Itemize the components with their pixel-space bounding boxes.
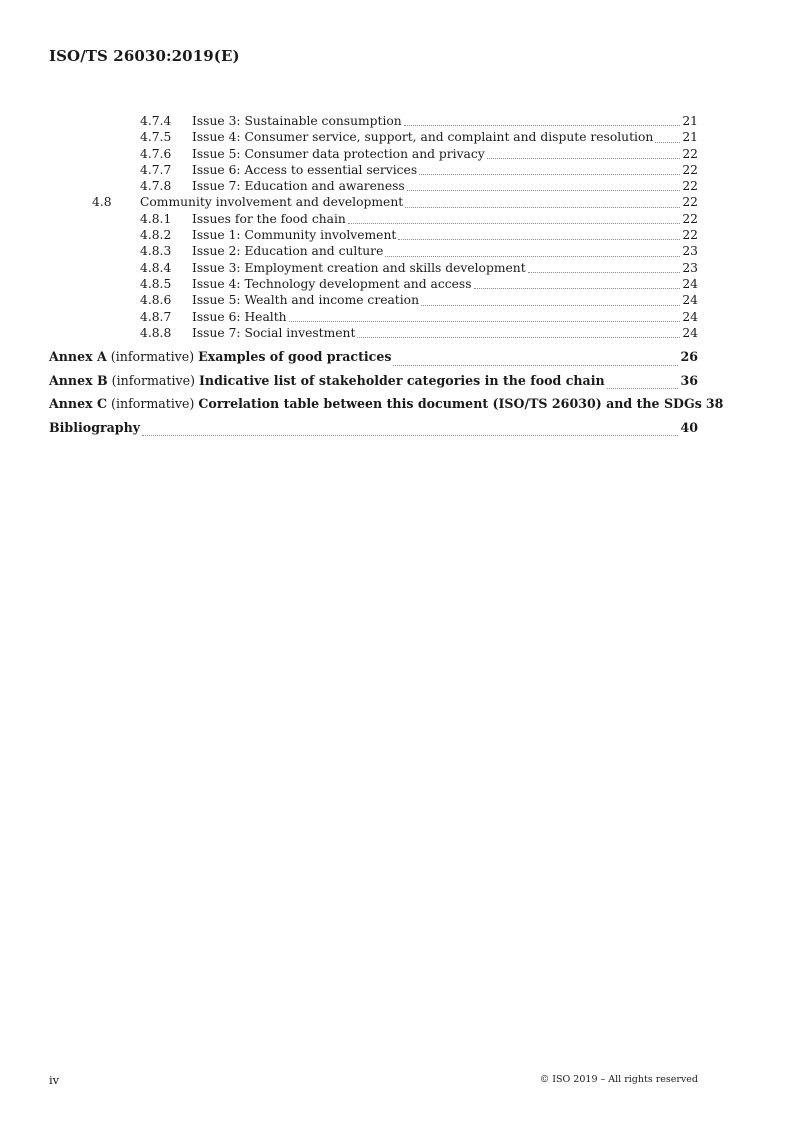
toc-entry[interactable] bbox=[49, 113, 698, 129]
dot-leader bbox=[385, 256, 680, 257]
toc-annex-entry[interactable] bbox=[49, 392, 724, 416]
toc-entry-page: 22 bbox=[682, 146, 698, 161]
dot-leader bbox=[393, 365, 678, 366]
toc-entry-title: Issue 4: Technology development and access bbox=[192, 276, 472, 291]
toc-entry-title: Issue 6: Health bbox=[192, 309, 287, 324]
dot-leader bbox=[348, 223, 681, 224]
annex-page: 38 bbox=[705, 396, 724, 412]
toc-entry[interactable] bbox=[49, 276, 698, 292]
dot-leader bbox=[487, 158, 681, 159]
bibliography-title: Bibliography bbox=[49, 419, 141, 435]
toc-entry-number: 4.8.1 bbox=[140, 211, 172, 226]
dot-leader bbox=[419, 174, 680, 175]
toc-entry-page: 22 bbox=[682, 211, 698, 226]
dot-leader bbox=[607, 388, 679, 389]
toc-entry-title: Issue 5: Wealth and income creation bbox=[192, 293, 419, 308]
toc-entry-number: 4.7.7 bbox=[140, 162, 172, 177]
toc-entry-title: Issue 6: Access to essential services bbox=[192, 162, 418, 177]
toc-entry-title: Issue 3: Employment creation and skills development bbox=[192, 260, 526, 275]
toc-entry-page: 22 bbox=[682, 162, 698, 177]
toc-entry-number: 4.7.8 bbox=[140, 179, 172, 194]
toc-entry-title: Issue 7: Social investment bbox=[192, 325, 356, 340]
dot-leader bbox=[421, 305, 680, 306]
toc-entry-number: 4.8.3 bbox=[140, 244, 172, 259]
dot-leader bbox=[407, 190, 681, 191]
toc-entry[interactable] bbox=[49, 292, 698, 308]
toc-entry[interactable] bbox=[49, 243, 698, 259]
toc-entry-number: 4.8.5 bbox=[140, 276, 172, 291]
toc-annex-list bbox=[49, 345, 724, 439]
toc-section-list bbox=[49, 113, 698, 341]
toc-entry[interactable] bbox=[49, 146, 698, 162]
annex-page: 26 bbox=[680, 349, 698, 365]
toc-entry-title: Issue 1: Community involvement bbox=[192, 228, 397, 243]
dot-leader bbox=[142, 435, 678, 436]
dot-leader bbox=[398, 239, 680, 240]
dot-leader bbox=[357, 337, 680, 338]
bibliography-page: 40 bbox=[680, 419, 698, 435]
dot-leader bbox=[655, 142, 680, 143]
toc-entry-page: 24 bbox=[682, 293, 698, 308]
annex-label: Annex A bbox=[49, 349, 107, 365]
dot-leader bbox=[405, 207, 680, 208]
toc-entry-title: Issue 5: Consumer data protection and privacy bbox=[192, 146, 485, 161]
toc-entry[interactable] bbox=[49, 325, 698, 341]
toc-entry-number: 4.7.4 bbox=[140, 114, 172, 128]
toc-entry-title: Issue 3: Sustainable consumption bbox=[192, 114, 402, 128]
toc-entry-page: 21 bbox=[682, 114, 698, 128]
toc-entry-page: 24 bbox=[682, 276, 698, 291]
toc-bibliography-entry[interactable] bbox=[49, 416, 698, 440]
annex-page: 36 bbox=[680, 372, 698, 388]
annex-type: (informative) bbox=[111, 396, 195, 412]
toc-entry-number: 4.8 bbox=[92, 195, 112, 210]
document-header: ISO/TS 26030:2019(E) bbox=[49, 47, 240, 65]
toc-entry-page: 22 bbox=[682, 195, 698, 210]
toc-entry-page: 22 bbox=[682, 179, 698, 194]
toc-entry[interactable] bbox=[49, 227, 698, 243]
toc-entry-page: 24 bbox=[682, 309, 698, 324]
toc-entry-number: 4.8.4 bbox=[140, 260, 172, 275]
toc-entry-number: 4.8.8 bbox=[140, 325, 172, 340]
table-of-contents bbox=[49, 113, 724, 439]
annex-type: (informative) bbox=[111, 372, 195, 388]
toc-entry[interactable] bbox=[49, 194, 698, 210]
toc-entry-page: 21 bbox=[682, 130, 698, 145]
toc-entry[interactable] bbox=[49, 309, 698, 325]
page-number: iv bbox=[49, 1073, 60, 1087]
toc-entry[interactable] bbox=[49, 211, 698, 227]
toc-entry[interactable] bbox=[49, 162, 698, 178]
toc-entry-page: 22 bbox=[682, 228, 698, 243]
dot-leader bbox=[528, 272, 681, 273]
toc-entry[interactable] bbox=[49, 129, 698, 145]
toc-annex-entry[interactable] bbox=[49, 345, 698, 369]
annex-title: Examples of good practices bbox=[198, 349, 392, 365]
annex-title: Correlation table between this document (ISO/TS 26030) and the SDGs bbox=[198, 396, 702, 412]
toc-entry-page: 24 bbox=[682, 325, 698, 340]
dot-leader bbox=[404, 125, 681, 126]
annex-title: Indicative list of stakeholder categories in the food chain bbox=[199, 372, 605, 388]
toc-entry-number: 4.8.6 bbox=[140, 293, 172, 308]
dot-leader bbox=[289, 321, 681, 322]
toc-entry-number: 4.7.5 bbox=[140, 130, 172, 145]
toc-entry-number: 4.8.7 bbox=[140, 309, 172, 324]
dot-leader bbox=[474, 288, 681, 289]
toc-annex-entry[interactable] bbox=[49, 369, 698, 393]
toc-entry[interactable] bbox=[49, 178, 698, 194]
toc-entry[interactable] bbox=[49, 260, 698, 276]
toc-entry-title: Issue 7: Education and awareness bbox=[192, 179, 405, 194]
toc-entry-page: 23 bbox=[682, 260, 698, 275]
toc-entry-number: 4.8.2 bbox=[140, 228, 172, 243]
toc-entry-title: Community involvement and development bbox=[140, 195, 404, 210]
toc-entry-title: Issue 4: Consumer service, support, and complaint and dispute resolution bbox=[192, 130, 654, 145]
annex-type: (informative) bbox=[110, 349, 195, 365]
copyright-notice: © ISO 2019 – All rights reserved bbox=[539, 1074, 698, 1085]
annex-label: Annex C bbox=[49, 396, 108, 412]
toc-entry-number: 4.7.6 bbox=[140, 146, 172, 161]
toc-entry-page: 23 bbox=[682, 244, 698, 259]
annex-label: Annex B bbox=[49, 372, 108, 388]
toc-entry-title: Issue 2: Education and culture bbox=[192, 244, 384, 259]
toc-entry-title: Issues for the food chain bbox=[192, 211, 346, 226]
